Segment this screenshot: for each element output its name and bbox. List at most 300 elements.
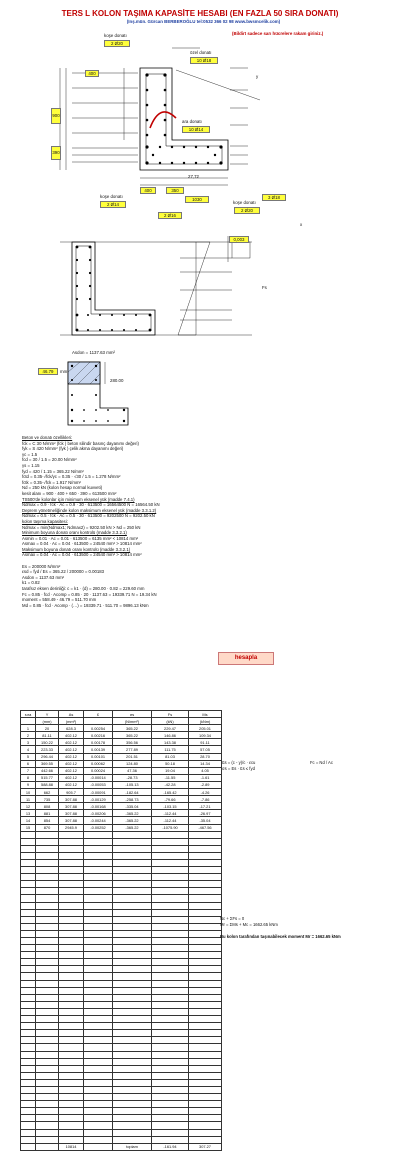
- table-cell: 0.00178: [84, 739, 113, 746]
- table-row-empty: [21, 1094, 222, 1101]
- results-table: [20, 710, 222, 1151]
- table-cell: [59, 852, 84, 859]
- table-cell: -467.56: [189, 824, 222, 831]
- table-cell: [36, 1101, 59, 1108]
- table-cell: [21, 1051, 36, 1058]
- table-cell: [21, 895, 36, 902]
- table-cell: 0.00254: [84, 725, 113, 732]
- table-cell: [59, 1079, 84, 1086]
- table-cell: [152, 1023, 189, 1030]
- table-cell: [59, 909, 84, 916]
- table-cell: [36, 1016, 59, 1023]
- table-row-empty: [21, 1065, 222, 1072]
- calc-line: γc = 1.5: [22, 451, 38, 457]
- calc-line: εsd = fyd / Es = 365.22 / 200000 = 0.00183: [22, 569, 105, 575]
- table-cell: [84, 1058, 113, 1065]
- table-cell: [84, 831, 113, 838]
- table-cell: [113, 831, 152, 838]
- table-cell: 7: [21, 767, 36, 774]
- table-cell: [152, 1030, 189, 1037]
- table-cell: [21, 1008, 36, 1015]
- table-cell: [189, 888, 222, 895]
- table-cell: 4.05: [189, 767, 222, 774]
- table-cell: [36, 881, 59, 888]
- calc-line: Asdon = 1137.63 mm²: [22, 574, 65, 580]
- table-cell: [189, 930, 222, 937]
- table-cell: [152, 952, 189, 959]
- table-cell: -258.73: [113, 796, 152, 803]
- table-cell: [113, 1008, 152, 1015]
- calc-line: moment = 558.49 - 46.79 = 511.70 mm: [22, 597, 97, 603]
- table-cell: [84, 1001, 113, 1008]
- table-cell: [36, 938, 59, 945]
- table-cell: 14.34: [189, 760, 222, 767]
- table-cell: [189, 1065, 222, 1072]
- table-cell: [189, 845, 222, 852]
- table-cell: [189, 1115, 222, 1122]
- table-cell: -0.00129: [84, 796, 113, 803]
- table-cell: [84, 1079, 113, 1086]
- table-cell: [36, 945, 59, 952]
- table-cell: [59, 966, 84, 973]
- table-cell: [21, 1086, 36, 1093]
- table-row: [21, 774, 222, 781]
- unit-mm-1: mm: [60, 369, 68, 374]
- table-cell: -1.61: [189, 774, 222, 781]
- table-cell: [113, 987, 152, 994]
- table-cell: [152, 859, 189, 866]
- table-cell: 662: [36, 789, 59, 796]
- table-cell: -11.55: [152, 774, 189, 781]
- input-koye-donati-1[interactable]: 2 Ø20: [104, 40, 130, 47]
- calc-line: fyd = 420 / 1.15 = 365.22 N/mm²: [22, 468, 84, 474]
- table-cell: [152, 895, 189, 902]
- table-cell: [113, 952, 152, 959]
- table-cell: [152, 1037, 189, 1044]
- koye-label-2: koşe donatı: [100, 194, 123, 199]
- input-w-top[interactable]: 400: [85, 70, 99, 77]
- table-cell: [59, 867, 84, 874]
- table-footer: [21, 1143, 222, 1150]
- input-right-len[interactable]: 350: [166, 187, 184, 194]
- table-cell: -0.00168: [84, 803, 113, 810]
- table-cell: 201.51: [113, 753, 152, 760]
- table-cell: [113, 845, 152, 852]
- table-cell: [21, 1044, 36, 1051]
- input-koye-donati-2[interactable]: 2 Ø14: [100, 201, 126, 208]
- table-cell: [189, 831, 222, 838]
- table-row-empty: [21, 1086, 222, 1093]
- table-row-empty: [21, 1136, 222, 1143]
- calc-line: Asmax = 0.04 · Ac = 0.04 · 613500 = 24540 mm² > 10814 mm²: [22, 541, 142, 547]
- table-cell: [36, 1037, 59, 1044]
- table-cell: [21, 859, 36, 866]
- table-cell: [189, 838, 222, 845]
- table-cell: [84, 952, 113, 959]
- table-cell: [113, 1108, 152, 1115]
- table-row-empty: [21, 874, 222, 881]
- table-cell: [21, 1058, 36, 1065]
- table-cell: [152, 1016, 189, 1023]
- table-row-empty: [21, 973, 222, 980]
- table-cell: 14: [21, 817, 36, 824]
- table-cell: [84, 1094, 113, 1101]
- table-cell: [152, 888, 189, 895]
- table-cell: [21, 1079, 36, 1086]
- table-cell: [84, 1086, 113, 1093]
- table-cell: [113, 1016, 152, 1023]
- table-cell: [59, 1108, 84, 1115]
- calc-line: Fc = 0.85 · fcd · Acomp = 0.85 · 20 · 1137.63 = 19339.71 N = 19.34 kN: [22, 591, 157, 597]
- table-cell: 15: [21, 824, 36, 831]
- table-cell: [189, 1030, 222, 1037]
- table-cell: [84, 1101, 113, 1108]
- table-cell: [84, 838, 113, 845]
- input-koye-donati-4[interactable]: 2 Ø20: [234, 207, 260, 214]
- table-cell: [189, 980, 222, 987]
- table-row-empty: [21, 1122, 222, 1129]
- table-cell: [21, 916, 36, 923]
- table-cell: 808: [36, 803, 59, 810]
- table-cell: [152, 959, 189, 966]
- table-cell: [113, 1101, 152, 1108]
- table-cell: [21, 1016, 36, 1023]
- table-cell: [21, 852, 36, 859]
- table-cell: 111.75: [152, 746, 189, 753]
- table-cell: [113, 867, 152, 874]
- table-cell: -182.64: [113, 789, 152, 796]
- table-cell: -7.86: [189, 796, 222, 803]
- table-cell: 1: [21, 725, 36, 732]
- table-cell: 81.11: [36, 732, 59, 739]
- table-cell: [21, 1129, 36, 1136]
- table-cell: [152, 945, 189, 952]
- table-cell: -365.22: [113, 817, 152, 824]
- stress-section: [72, 242, 155, 335]
- calc-line: Minimum boyuna donatı oranı kontrolü (madde 3.3.2.1): [22, 530, 127, 536]
- table-cell: [21, 867, 36, 874]
- table-cell: [189, 881, 222, 888]
- table-cell: [152, 852, 189, 859]
- table-cell: [59, 987, 84, 994]
- table-cell: [189, 1044, 222, 1051]
- table-cell: [21, 930, 36, 937]
- calc-line: Asmin = 0.01 · Ac = 0.01 · 613500 = 6135 mm² < 10814 mm²: [22, 535, 139, 541]
- table-cell: [36, 987, 59, 994]
- table-cell: [152, 930, 189, 937]
- table-cell: [152, 831, 189, 838]
- calc-line: Asmax = 0.04 · Ac = 0.04 · 613500 = 24540 mm² > 10814 mm²: [22, 552, 142, 558]
- table-row-empty: [21, 980, 222, 987]
- table-cell: -79.66: [152, 796, 189, 803]
- table-row-empty: [21, 1058, 222, 1065]
- table-cell: [36, 959, 59, 966]
- table-row-empty: [21, 923, 222, 930]
- table-cell: 307.88: [59, 817, 84, 824]
- table-cell: [152, 980, 189, 987]
- table-cell: [189, 859, 222, 866]
- table-cell: [36, 923, 59, 930]
- table-cell: [36, 1001, 59, 1008]
- table-cell: (kN): [152, 718, 189, 725]
- table-cell: -42.28: [152, 781, 189, 788]
- table-cell: [113, 895, 152, 902]
- table-cell: [36, 874, 59, 881]
- input-w-left[interactable]: 400: [140, 187, 156, 194]
- table-header: [21, 711, 222, 718]
- input-h-total[interactable]: 900: [51, 108, 61, 124]
- table-cell: [189, 852, 222, 859]
- table-units: [21, 718, 222, 725]
- table-row-empty: [21, 1030, 222, 1037]
- table-row: [21, 739, 222, 746]
- table-row-empty: [21, 1051, 222, 1058]
- table-cell: Fs: [152, 711, 189, 718]
- table-cell: 628.3: [59, 725, 84, 732]
- table-cell: [36, 909, 59, 916]
- table-cell: [152, 1129, 189, 1136]
- table-cell: [36, 859, 59, 866]
- table-cell: [84, 1108, 113, 1115]
- calc-line: Beton ve donatı özellikleri:: [22, 435, 73, 440]
- calc-line: γs = 1.15: [22, 462, 40, 468]
- table-cell: [113, 1115, 152, 1122]
- table-cell: [36, 895, 59, 902]
- table-cell: [152, 987, 189, 994]
- table-cell: [36, 916, 59, 923]
- calc-line: Deprem yönetmeliğinde kolon maksimum eksenel yük (madde 3.3.1.2): [22, 507, 157, 513]
- table-cell: [152, 923, 189, 930]
- table-cell: [84, 888, 113, 895]
- table-cell: [59, 838, 84, 845]
- table-row-empty: [21, 987, 222, 994]
- table-cell: 150.22: [36, 739, 59, 746]
- table-row-empty: [21, 902, 222, 909]
- asdon-label: Asdon = 1137.63 mm²: [72, 350, 115, 355]
- table-row: [21, 796, 222, 803]
- table-cell: -26.97: [189, 810, 222, 817]
- compression-zone: [68, 362, 128, 425]
- table-cell: [189, 973, 222, 980]
- table-cell: [189, 895, 222, 902]
- table-cell: [36, 1094, 59, 1101]
- table-cell: [36, 994, 59, 1001]
- table-cell: [59, 1136, 84, 1143]
- table-cell: -165.42: [152, 789, 189, 796]
- table-cell: [189, 1037, 222, 1044]
- table-cell: [59, 1072, 84, 1079]
- table-cell: 515.77: [36, 774, 59, 781]
- table-cell: [189, 874, 222, 881]
- table-cell: [152, 916, 189, 923]
- table-cell: [113, 859, 152, 866]
- table-cell: [189, 1051, 222, 1058]
- table-row-empty: [21, 1101, 222, 1108]
- table-cell: [36, 852, 59, 859]
- table-cell: [84, 1051, 113, 1058]
- table-row-empty: [21, 959, 222, 966]
- table-cell: (kNm): [189, 718, 222, 725]
- table-cell: 143.38: [152, 739, 189, 746]
- table-cell: [84, 938, 113, 945]
- input-ozel-donati-2[interactable]: 2 Ø16: [158, 212, 182, 219]
- table-cell: [36, 930, 59, 937]
- table-cell: [36, 973, 59, 980]
- calc-line: fck = C 30 N/mm² (fck ) beton silindir basınç dayanımı değeri): [22, 440, 139, 446]
- table-cell: [189, 867, 222, 874]
- input-ucl-donati[interactable]: 3 Ø18: [262, 194, 286, 201]
- table-cell: -365.22: [113, 824, 152, 831]
- table-cell: [152, 874, 189, 881]
- summary-line-2: Mr = ΣMs + Mc = 1662.65 kNm: [220, 922, 278, 927]
- table-cell: [152, 1122, 189, 1129]
- strain-formula: Ɛs = (c - y)/c · εcu: [222, 760, 256, 765]
- table-cell: [36, 1079, 59, 1086]
- table-cell: [21, 973, 36, 980]
- table-cell: [84, 916, 113, 923]
- table-cell: [189, 1108, 222, 1115]
- table-cell: [152, 938, 189, 945]
- table-cell: [59, 1058, 84, 1065]
- table-cell: sıra: [21, 711, 36, 718]
- table-cell: 12: [21, 803, 36, 810]
- table-cell: 277.89: [113, 746, 152, 753]
- table-cell: [21, 874, 36, 881]
- input-h-low[interactable]: 390: [51, 146, 61, 160]
- table-cell: [59, 1030, 84, 1037]
- table-cell: [21, 1136, 36, 1143]
- calc-line: Es = 200000 N/mm²: [22, 563, 61, 569]
- table-cell: [152, 1065, 189, 1072]
- table-cell: [36, 1072, 59, 1079]
- table-cell: 10: [21, 789, 36, 796]
- table-cell: [113, 973, 152, 980]
- table-cell: 296.44: [36, 753, 59, 760]
- table-cell: [113, 1079, 152, 1086]
- table-cell: [21, 994, 36, 1001]
- table-cell: [21, 845, 36, 852]
- table-cell: [189, 987, 222, 994]
- table-cell: [84, 1072, 113, 1079]
- table-cell: 9: [21, 781, 36, 788]
- table-cell: [59, 952, 84, 959]
- table-cell: 307.88: [59, 810, 84, 817]
- table-cell: 109.34: [189, 732, 222, 739]
- calc-line: fcd = 30 / 1.5 = 20.00 N/mm²: [22, 457, 77, 463]
- table-cell: [84, 859, 113, 866]
- input-ozel-donati-1[interactable]: 10 Ø18: [190, 57, 218, 64]
- table-cell: 5: [21, 753, 36, 760]
- table-cell: [152, 1086, 189, 1093]
- table-cell: 81.03: [152, 753, 189, 760]
- table-cell: [113, 1065, 152, 1072]
- table-cell: 402.12: [59, 746, 84, 753]
- hesapla-button[interactable]: hesapla: [218, 652, 274, 665]
- table-cell: 356.56: [113, 739, 152, 746]
- table-cell: [21, 1072, 36, 1079]
- table-cell: -335.04: [113, 803, 152, 810]
- table-cell: [59, 1044, 84, 1051]
- table-row-empty: [21, 1037, 222, 1044]
- calc-line: fctk = 0.35·√fck = 1.917 N/mm²: [22, 479, 81, 485]
- table-cell: [59, 1023, 84, 1030]
- calc-line: Ndmax = 0.5 · fck · Ac = 0.5 · 30 · 613500 = 9202500 N = 9202.50 kN: [22, 513, 155, 519]
- table-cell: [59, 859, 84, 866]
- table-cell: [113, 888, 152, 895]
- table-cell: [152, 1058, 189, 1065]
- table-cell: Ɛ: [84, 711, 113, 718]
- table-cell: [21, 1122, 36, 1129]
- table-cell: 365.22: [113, 725, 152, 732]
- table-cell: 588.88: [36, 781, 59, 788]
- stress-formula: σs = Es · Ɛs ≤ fyd: [222, 766, 255, 771]
- table-cell: [189, 923, 222, 930]
- table-cell: 442.66: [36, 767, 59, 774]
- table-cell: [189, 909, 222, 916]
- table-cell: [59, 1008, 84, 1015]
- table-cell: [113, 994, 152, 1001]
- table-cell: [36, 1122, 59, 1129]
- table-cell: [21, 945, 36, 952]
- calc-line: fctd = 0.35·√fck/γc = 0.35 · √30 / 1.5 = 1.278 N/mm²: [22, 474, 121, 480]
- ozel-label-1: özel donatı: [190, 50, 212, 55]
- axis-y-label: y: [256, 74, 259, 79]
- dim-280: 280.00: [110, 378, 124, 383]
- table-row: [21, 789, 222, 796]
- table-cell: [59, 1016, 84, 1023]
- calc-line: kesit alanı = 900 · 400 + 650 · 390 = 613500 mm²: [22, 490, 117, 496]
- calc-line: Ndmax = 0.9 · fck · Ac = 0.9 · 30 · 613500 = 16564500 N = 16564.50 kN: [22, 502, 160, 508]
- table-cell: [113, 980, 152, 987]
- table-cell: [84, 867, 113, 874]
- section-drawing: [0, 0, 407, 440]
- koye-label-1: koşe donatı: [104, 33, 127, 38]
- table-cell: [113, 1001, 152, 1008]
- table-cell: 0.00024: [84, 767, 113, 774]
- table-cell: -0.00014: [84, 774, 113, 781]
- table-cell: 402.12: [59, 774, 84, 781]
- table-cell: [113, 1086, 152, 1093]
- table-cell: [84, 881, 113, 888]
- table-cell: [84, 1129, 113, 1136]
- table-cell: [113, 1030, 152, 1037]
- input-eps-c[interactable]: 0,003: [229, 236, 249, 243]
- table-cell: [84, 923, 113, 930]
- table-cell: [21, 1115, 36, 1122]
- table-row-empty: [21, 881, 222, 888]
- table-cell: -365.22: [113, 810, 152, 817]
- table-cell: -161.94: [152, 1143, 189, 1150]
- table-cell: [36, 952, 59, 959]
- table-cell: [152, 1094, 189, 1101]
- table-row-empty: [21, 1129, 222, 1136]
- table-cell: [36, 1129, 59, 1136]
- table-cell: 223.33: [36, 746, 59, 753]
- table-cell: [84, 1030, 113, 1037]
- table-cell: [36, 845, 59, 852]
- input-ara-donati[interactable]: 10 Ø14: [182, 126, 210, 133]
- table-cell: [36, 838, 59, 845]
- table-cell: -2.89: [189, 781, 222, 788]
- table-cell: 905.7: [59, 789, 84, 796]
- input-w-bot[interactable]: 1030: [185, 196, 209, 203]
- table-cell: -0.00206: [84, 810, 113, 817]
- table-cell: [59, 973, 84, 980]
- table-cell: [84, 1037, 113, 1044]
- table-cell: [21, 1001, 36, 1008]
- table-cell: [59, 831, 84, 838]
- table-cell: [84, 987, 113, 994]
